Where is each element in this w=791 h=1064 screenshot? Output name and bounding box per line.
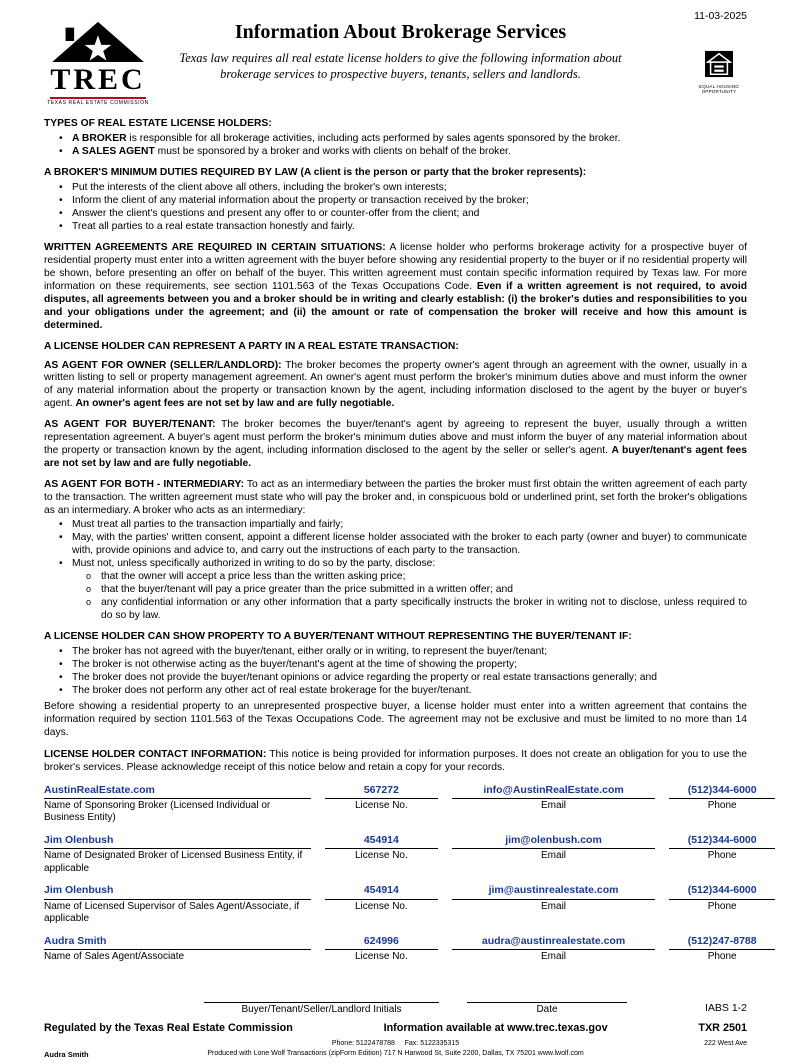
office-fax: Fax: 5122335315 [404, 1039, 460, 1047]
sub-list-item [44, 584, 747, 597]
sub-list-item [44, 571, 747, 584]
list-item [44, 659, 747, 672]
footer-bold-row [44, 1022, 747, 1036]
trec-house-star-icon [50, 20, 146, 62]
designated-broker-email-field[interactable]: jim@olenbush.com [452, 834, 656, 849]
contact-phone-col [669, 784, 774, 825]
footer-fine-row [44, 1040, 747, 1049]
initials-label: Buyer/Tenant/Seller/Landlord Initials [241, 1003, 402, 1015]
license-label: License No. [354, 850, 408, 862]
bullet-icon: • [59, 558, 63, 570]
signature-row [44, 990, 747, 1017]
section-intermediary [44, 479, 747, 623]
form-code: IABS 1-2 [704, 1001, 747, 1014]
footer-produced-row [44, 1050, 747, 1059]
list-item [44, 208, 747, 221]
list-item-text: A SALES AGENT must be sponsored by a broker and works with clients on behalf of the broker. [72, 145, 511, 157]
document-date: 11-03-2025 [694, 10, 747, 22]
list-item-text: Answer the client's questions and present any offer to or counter-offer from the client; and [72, 207, 480, 219]
list-item-text: Inform the client of any material information about the property or transaction received by the broker; [72, 194, 529, 206]
broker-phone-field[interactable]: (512)344-6000 [669, 784, 774, 799]
supervisor-email-field[interactable]: jim@austinrealestate.com [452, 884, 656, 899]
contact-name-col [44, 834, 311, 875]
license-label: License No. [354, 951, 408, 963]
sub-list-item [44, 597, 747, 623]
supervisor-license-field[interactable]: 454914 [325, 884, 437, 899]
phone-label: Phone [707, 951, 737, 963]
contact-license-col [325, 935, 437, 964]
section-heading-represent: A LICENSE HOLDER CAN REPRESENT A PARTY IN A REAL ESTATE TRANSACTION: [44, 340, 459, 352]
bullet-icon: • [59, 207, 63, 219]
contact-email-col [452, 784, 656, 825]
paragraph-written-agreements: WRITTEN AGREEMENTS ARE REQUIRED IN CERTAIN SITUATIONS: A license holder who performs brokerage activity for a prospective buyer of residential property must enter into a written agreement with the buyer before showing any residential property to the buyer or if no residential property will be shown, before presenting an offer on behalf of the buyer. This written agreement must contain specific information required by Texas law. For more information on these requirements, see section 1101.563 of the Texas Occupations Code. Even if a written agreement is not required, to avoid disputes, all agreements between you and a broker should be in writing and clearly establish: (i) the broker's duties and responsibilities to you and your obligations under the agreement; and (ii) the amount or rate of compensation the broker will receive and how this amount is determined. [44, 241, 747, 331]
broker-license-field[interactable]: 567272 [325, 784, 437, 799]
bullet-icon: • [59, 181, 63, 193]
list-item-text: The broker does not provide the buyer/tenant opinions or advice regarding the property or real estate transactions generally; and [72, 671, 657, 683]
section-heading-types: TYPES OF REAL ESTATE LICENSE HOLDERS: [44, 118, 272, 129]
list-item [44, 182, 747, 195]
equal-housing-caption: EQUAL HOUSING OPPORTUNITY [699, 83, 739, 95]
info-available-text: Information available at www.trec.texas.gov [383, 1022, 608, 1035]
contact-name-col [44, 784, 311, 825]
list-item-text: Put the interests of the client above all others, including the broker's own interests; [72, 181, 447, 193]
bullet-icon: • [59, 132, 63, 144]
email-label: Email [541, 850, 567, 862]
contact-phone-col [669, 935, 774, 964]
trec-logo-caption: TEXAS REAL ESTATE COMMISSION [47, 99, 149, 106]
list-item-text: Must treat all parties to the transaction impartially and fairly; [72, 519, 344, 531]
supervisor-phone-field[interactable]: (512)344-6000 [669, 884, 774, 899]
bullet-icon: • [59, 532, 63, 544]
bullet-icon: • [59, 194, 63, 206]
contact-row-sponsoring-broker [44, 783, 757, 825]
contact-row-supervisor [44, 884, 757, 925]
paragraph-contact-info: LICENSE HOLDER CONTACT INFORMATION: This notice is being provided for information purposes. It does not create an obligation for you to use the broker's services. Please acknowledge receipt of this notice below and retain a copy for your records. [44, 748, 747, 773]
sub-bullet-icon: o [86, 596, 92, 607]
produced-with-text: Produced with Lone Wolf Transactions (zipForm Edition) 717 N Harwood St, Suite 2200, Dallas, TX 75201 www.lwolf.com [207, 1049, 584, 1057]
trec-logo-text: TREC [50, 62, 146, 96]
list-item [44, 672, 747, 685]
list-item-text: Must not, unless specifically authorized in writing to do so by the party, disclose: [72, 558, 436, 570]
contact-license-col [325, 834, 437, 875]
sales-agent-phone-field[interactable]: (512)247-8788 [669, 935, 774, 950]
equal-housing-logo [697, 50, 741, 95]
contact-name-col [44, 935, 311, 964]
header [44, 8, 747, 110]
bullet-icon: • [59, 220, 63, 232]
sub-bullet-icon: o [86, 571, 92, 582]
list-item [44, 685, 747, 698]
regulated-by-text: Regulated by the Texas Real Estate Commission [44, 1022, 293, 1035]
office-address: 222 West Ave [704, 1039, 747, 1047]
list-item [44, 646, 747, 659]
section-heading-show-property: A LICENSE HOLDER CAN SHOW PROPERTY TO A BUYER/TENANT WITHOUT REPRESENTING THE BUYER/TENANT IF: [44, 630, 632, 642]
contact-phone-col [669, 884, 774, 925]
bullet-icon: • [59, 684, 63, 696]
broker-email-field[interactable]: info@AustinRealEstate.com [452, 784, 656, 799]
contact-license-col [325, 784, 437, 825]
designated-broker-name-field[interactable]: Jim Olenbush [44, 834, 311, 849]
section-types [44, 118, 747, 159]
paragraph-show-property-closing: Before showing a residential property to an unrepresented prospective buyer, a license holder must enter into a written agreement that contains the information required by section 1101.563 of the Texas Occupations Code. The agreement may not be exclusive and must be limited to no more than 14 days. [44, 700, 747, 738]
office-phone: Phone: 5122478788 [331, 1039, 395, 1047]
email-label: Email [541, 951, 567, 963]
bullet-icon: • [59, 519, 63, 531]
email-label: Email [541, 799, 567, 811]
list-item [44, 532, 747, 558]
bullet-icon: • [59, 145, 63, 157]
phone-label: Phone [707, 850, 737, 862]
sub-list-item-text: any confidential information or any other information that a party specifically instructs the broker in writing not to disclose, unless required to do so by law. [101, 596, 747, 621]
sales-agent-name-label: Name of Sales Agent/Associate [44, 951, 185, 963]
supervisor-name-label: Name of Licensed Supervisor of Sales Agent/Associate, if applicable [44, 900, 300, 925]
contact-license-col [325, 884, 437, 925]
paragraph-intermediary: AS AGENT FOR BOTH - INTERMEDIARY: To act as an intermediary between the parties the broker must first obtain the written agreement of each party to the transaction. The written agreement must state who will pay the broker and, in conspicuous bold or underlined print, set forth the broker's obligations as an intermediary. A broker who acts as an intermediary: [44, 479, 747, 517]
sales-agent-license-field[interactable]: 624996 [325, 935, 437, 950]
contact-email-col [452, 935, 656, 964]
paragraph-agent-buyer: AS AGENT FOR BUYER/TENANT: The broker becomes the buyer/tenant's agent by agreeing to represent the buyer, usually through a written representation agreement. A buyer's agent must perform the broker's minimum duties above and must inform the buyer of any material information about the property or transaction known by the agent, including information disclosed to the agent by the seller or seller's agent. A buyer/tenant's agent fees are not set by law and are fully negotiable. [44, 419, 747, 470]
section-show-property [44, 631, 747, 740]
date-signature-line[interactable] [467, 990, 627, 1003]
designated-broker-phone-field[interactable]: (512)344-6000 [669, 834, 774, 849]
footer-agent-name: Audra Smith [44, 1049, 89, 1059]
contact-email-col [452, 834, 656, 875]
initials-block [204, 990, 439, 1017]
initials-signature-line[interactable] [204, 990, 439, 1003]
txr-code: TXR 2501 [698, 1022, 747, 1035]
trec-logo-redline [50, 97, 146, 99]
bullet-icon: • [59, 658, 63, 670]
broker-name-label: Name of Sponsoring Broker (Licensed Individual or Business Entity) [44, 799, 271, 824]
email-label: Email [541, 900, 567, 912]
contact-row-sales-agent [44, 934, 757, 964]
list-item [44, 221, 747, 234]
section-duties [44, 167, 747, 234]
page-subtitle: Texas law requires all real estate license holders to give the following information about brokerage services to prospective buyers, tenants, sellers and landlords. [179, 51, 622, 81]
trec-logo [46, 20, 150, 106]
list-item [44, 146, 747, 159]
section-heading-duties: A BROKER'S MINIMUM DUTIES REQUIRED BY LAW (A client is the person or party that the broker represents): [44, 166, 587, 178]
paragraph-agent-owner: AS AGENT FOR OWNER (SELLER/LANDLORD): The broker becomes the property owner's agent through an agreement with the owner, usually in a written listing to sell or property management agreement. An owner's agent must perform the broker's minimum duties above and must inform the owner of any material information about the property or transaction known by the agent, including information disclosed to the agent by the buyer or buyer's agent. An owner's agent fees are not set by law and are fully negotiable. [44, 359, 747, 410]
sales-agent-email-field[interactable]: audra@austinrealestate.com [452, 935, 656, 950]
date-block [467, 990, 627, 1017]
bullet-icon: • [59, 645, 63, 657]
title-block [174, 8, 627, 83]
list-item [44, 195, 747, 208]
equal-housing-icon [704, 50, 734, 78]
page-title: Information About Brokerage Services [234, 21, 567, 43]
contact-email-col [452, 884, 656, 925]
designated-broker-license-field[interactable]: 454914 [325, 834, 437, 849]
contact-phone-col [669, 834, 774, 875]
phone-label: Phone [707, 799, 737, 811]
designated-broker-name-label: Name of Designated Broker of Licensed Business Entity, if applicable [44, 850, 303, 874]
list-item-text: The broker is not otherwise acting as the buyer/tenant's agent at the time of showing the property; [72, 658, 517, 670]
license-label: License No. [354, 900, 408, 912]
contact-row-designated-broker [44, 834, 757, 875]
sub-bullet-icon: o [86, 584, 92, 594]
sales-agent-name-field[interactable]: Audra Smith [44, 935, 311, 950]
list-item [44, 519, 747, 532]
date-label: Date [536, 1003, 558, 1015]
phone-label: Phone [707, 900, 737, 912]
list-item [44, 133, 747, 146]
sub-list-item-text: that the owner will accept a price less than the written asking price; [101, 571, 406, 583]
list-item-text: May, with the parties' written consent, appoint a different license holder associated with the broker to each party (owner and buyer) to communicate with, provide opinions and advice to, and carry out the instructions of each party to the transaction. [72, 532, 747, 557]
broker-name-field[interactable]: AustinRealEstate.com [44, 784, 311, 799]
list-item-text: The broker does not perform any other act of real estate brokerage for the buyer/tenant. [72, 684, 472, 696]
list-item-text: Treat all parties to a real estate transaction honestly and fairly. [72, 220, 355, 232]
license-label: License No. [354, 799, 408, 811]
list-item-text: The broker has not agreed with the buyer/tenant, either orally or in writing, to represent the buyer/tenant; [72, 645, 548, 657]
supervisor-name-field[interactable]: Jim Olenbush [44, 884, 311, 899]
bullet-icon: • [59, 671, 63, 683]
sub-list-item-text: that the buyer/tenant will pay a price greater than the price submitted in a written offer; and [101, 584, 513, 595]
list-item-text: A BROKER is responsible for all brokerage activities, including acts performed by sales agents sponsored by the broker. [72, 132, 621, 144]
list-item [44, 558, 747, 571]
contact-name-col [44, 884, 311, 925]
